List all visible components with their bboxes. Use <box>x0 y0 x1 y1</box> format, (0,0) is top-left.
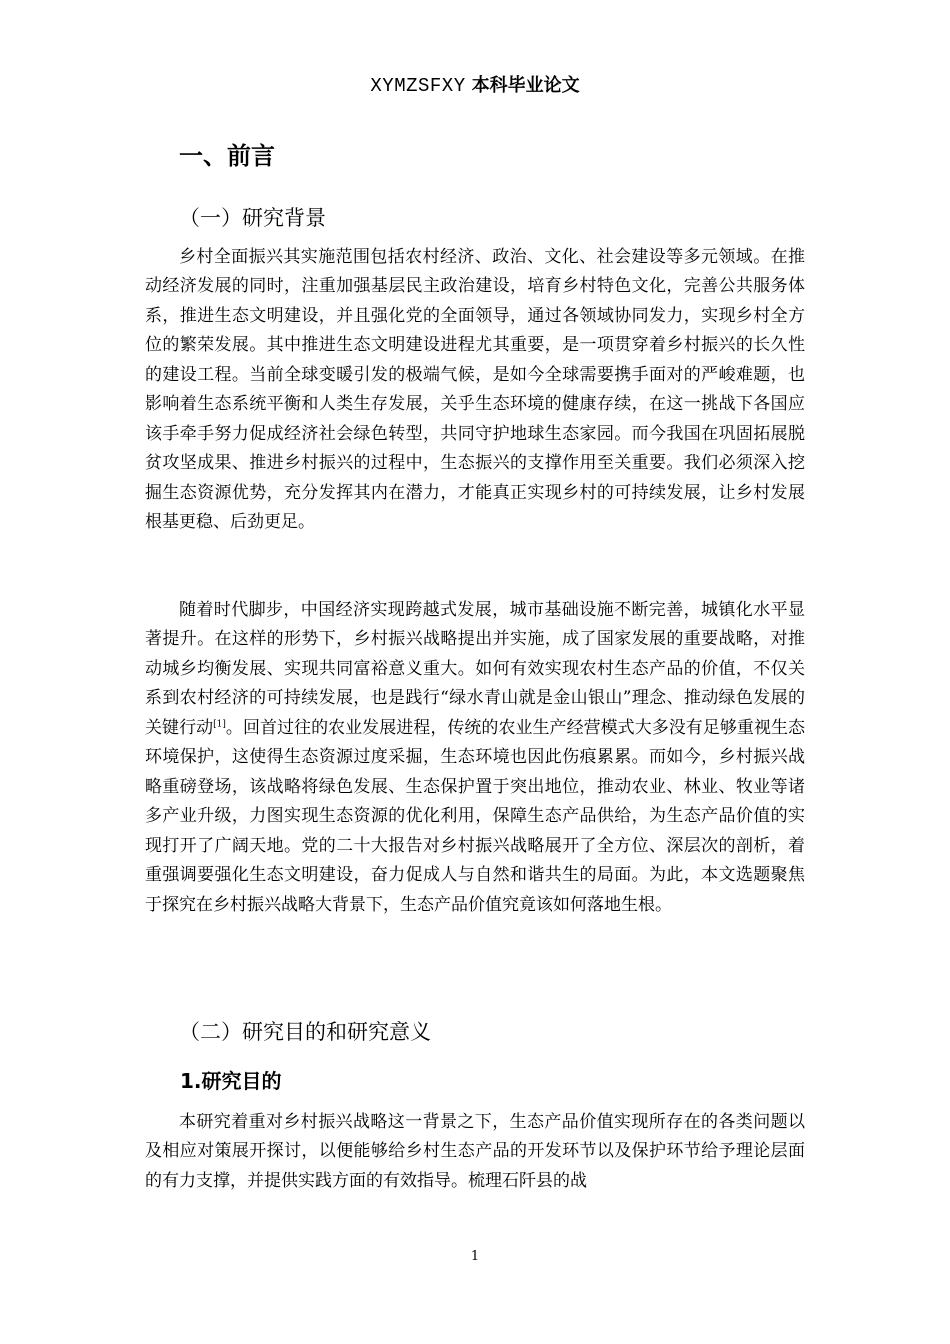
paragraph-background-2-text-a: 随着时代脚步，中国经济实现跨越式发展，城市基础设施不断完善，城镇化水平显著提升。在这样的形势下，乡村振兴战略提出并实施，成了国家发展的重要战略，对推动城乡均衡发展、实现共同富裕意义重大。如何有效实现农村生态产品的价值，不仅关系到农村经济的可持续发展，也是践行“绿水青山就是金山银山”理念、推动绿色发展的关键行动 <box>145 600 805 738</box>
page-number: 1 <box>470 1249 480 1264</box>
citation-ref[interactable]: [1] <box>213 719 226 730</box>
page-header <box>0 68 950 104</box>
subsubsection-heading-purpose: 1.研究目的 <box>180 1069 282 1093</box>
subsection-heading-background: （一）研究背景 <box>179 206 326 230</box>
section-heading-preface: 一、前言 <box>179 142 275 170</box>
paragraph-background-2 <box>145 596 805 920</box>
header-code: XYMZSFXY <box>370 75 466 97</box>
paragraph-purpose: 本研究着重对乡村振兴战略这一背景之下，生态产品价值实现所存在的各类问题以及相应对策展开探讨，以便能够给乡村生态产品的开发环节以及保护环节给予理论层面的有力支撑，并提供实践方面的有效指导。梳理石阡县的战 <box>145 1112 805 1191</box>
header-label: 本科毕业论文 <box>471 75 580 96</box>
subsection-heading-purpose-significance: （二）研究目的和研究意义 <box>179 1020 431 1044</box>
paragraph-background-1: 乡村全面振兴其实施范围包括农村经济、政治、文化、社会建设等多元领域。在推动经济发展的同时，注重加强基层民主政治建设，培育乡村特色文化，完善公共服务体系，推进生态文明建设，并且强化党的全面领导，通过各领域协同发力，实现乡村全方位的繁荣发展。其中推进生态文明建设进程尤其重要，是一项贯穿着乡村振兴的长久性的建设工程。当前全球变暖引发的极端气候，是如今全球需要携手面对的严峻难题，也影响着生态系统平衡和人类生存发展，关乎生态环境的健康存续，在这一挑战下各国应该手牵手努力促成经济社会绿色转型，共同守护地球生态家园。而今我国在巩固拓展脱贫攻坚成果、推进乡村振兴的过程中，生态振兴的支撑作用至关重要。我们必须深入挖掘生态资源优势，充分发挥其内在潜力，才能真正实现乡村的可持续发展，让乡村发展根基更稳、后劲更足。 <box>145 247 805 533</box>
paragraph-background-2-text-b: 。回首过往的农业发展进程，传统的农业生产经营模式大多没有足够重视生态环境保护，这使得生态资源过度采掘，生态环境也因此伤痕累累。而如今，乡村振兴战略重磅登场，该战略将绿色发展、生态保护置于突出地位，推动农业、林业、牧业等诸多产业升级，力图实现生态资源的优化利用，保障生态产品供给，为生态产品价值的实现打开了广阔天地。党的二十大报告对乡村振兴战略展开了全方位、深层次的剖析，着重强调要强化生态文明建设，奋力促成人与自然和谐共生的局面。为此，本文选题聚焦于探究在乡村振兴战略大背景下，生态产品价值究竟该如何落地生根。 <box>145 717 806 915</box>
